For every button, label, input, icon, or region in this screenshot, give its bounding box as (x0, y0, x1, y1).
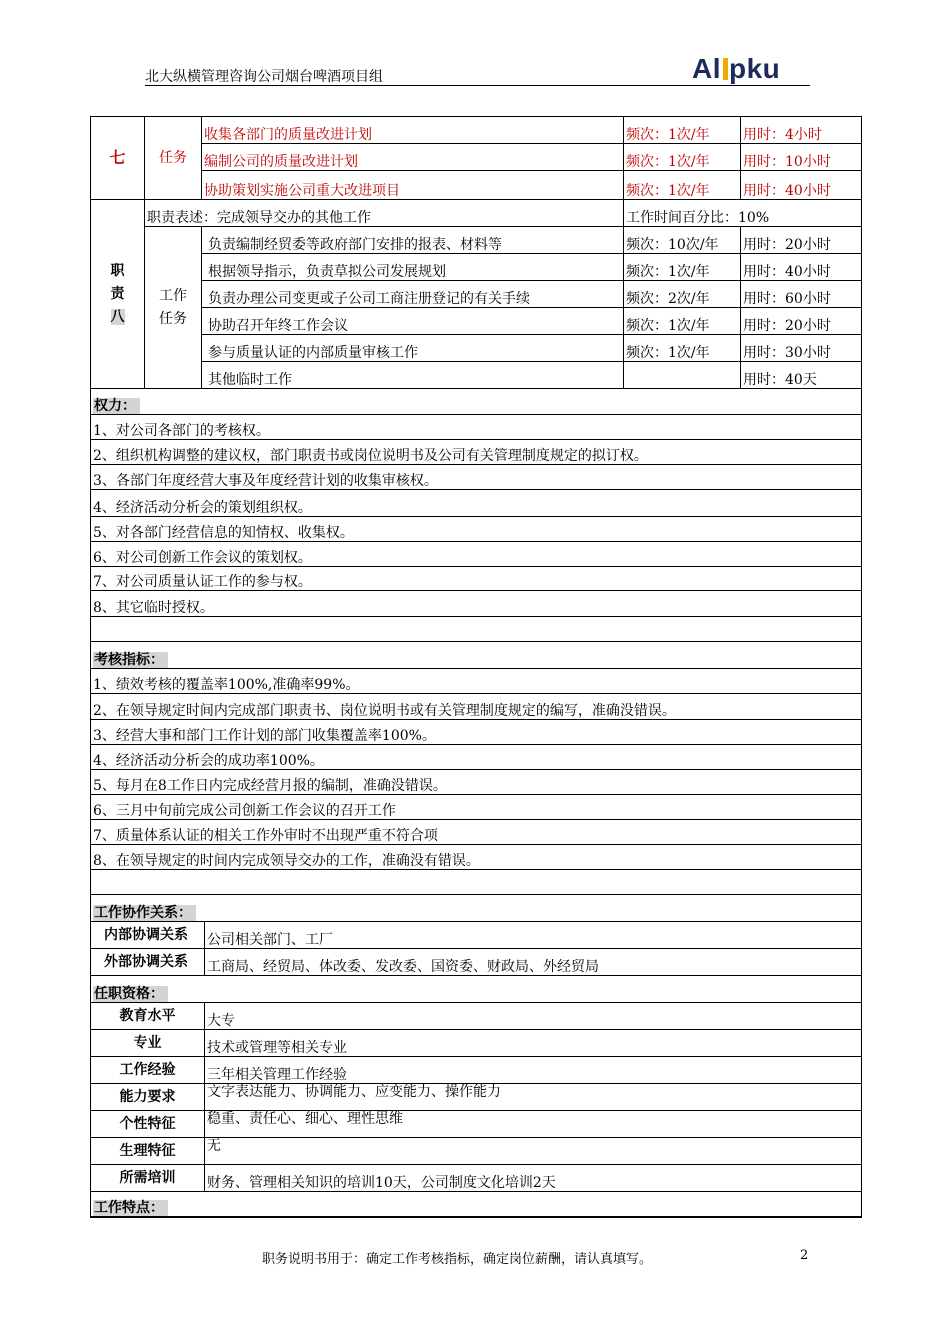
duty8-row (91, 335, 862, 362)
power-item-row (91, 415, 862, 440)
power-item: 5、对各部门经营信息的知情权、收集权。 (91, 517, 862, 542)
kpi-item-row (91, 745, 862, 770)
duty7-task: 编制公司的质量改进计划 (202, 144, 624, 171)
duty8-number-char: 职 (110, 262, 125, 279)
duty8-freq: 频次：10次/年 (624, 227, 741, 254)
qualification-value: 财务、管理相关知识的培训10天，公司制度文化培训2天 (205, 1165, 862, 1192)
qualification-label: 生理特征 (91, 1138, 205, 1165)
duty7-freq: 频次：1次/年 (624, 171, 741, 200)
power-item-row (91, 591, 862, 617)
qualification-label: 工作经验 (91, 1057, 205, 1084)
powers-title: 权力： (91, 389, 862, 415)
power-item: 2、组织机构调整的建议权，部门职责书或岗位说明书及公司有关管理制度规定的拟订权。 (91, 440, 862, 465)
qualification-row (91, 1165, 862, 1192)
blank-row (91, 870, 862, 895)
power-item: 8、其它临时授权。 (91, 591, 862, 617)
qualification-label: 专业 (91, 1030, 205, 1057)
relations-title: 工作协作关系： (91, 895, 862, 922)
features-header-row (91, 1192, 862, 1217)
duty8-time: 用时：20小时 (741, 227, 862, 254)
logo-accent-bar (723, 58, 728, 80)
duty8-time: 用时：40小时 (741, 254, 862, 281)
power-item-row (91, 517, 862, 542)
duty8-task: 参与质量认证的内部质量审核工作 (202, 335, 624, 362)
duty8-label: 工作 任务 (145, 227, 202, 389)
document-header-title: 北大纵横管理咨询公司烟台啤酒项目组 (145, 69, 383, 85)
logo-text-right: pku (729, 53, 781, 84)
qualification-label: 教育水平 (91, 1003, 205, 1030)
qualifications-title: 任职资格： (91, 976, 862, 1003)
duty8-time: 用时：60小时 (741, 281, 862, 308)
duty8-description: 职责表述：完成领导交办的其他工作 (145, 200, 624, 227)
duty8-row (91, 362, 862, 389)
qualification-row (91, 1057, 862, 1084)
duty8-number-char: 责 (110, 285, 125, 302)
kpi-item-row (91, 694, 862, 720)
qualification-row (91, 1111, 862, 1138)
kpi-item: 3、经营大事和部门工作计划的部门收集覆盖率100%。 (91, 720, 862, 745)
duty7-number: 七 (91, 117, 145, 200)
powers-header-row (91, 389, 862, 415)
features-title: 工作特点： (91, 1192, 862, 1217)
qualification-value: 稳重、责任心、细心、理性思维 (205, 1111, 862, 1138)
duty8-row (91, 281, 862, 308)
power-item-row (91, 490, 862, 517)
duty8-freq (624, 362, 741, 389)
power-item: 7、对公司质量认证工作的参与权。 (91, 567, 862, 591)
qualification-value: 无 (205, 1138, 862, 1165)
duty8-task: 负责编制经贸委等政府部门安排的报表、材料等 (202, 227, 624, 254)
qualification-label: 所需培训 (91, 1165, 205, 1192)
kpi-header-row (91, 642, 862, 669)
qualification-label: 个性特征 (91, 1111, 205, 1138)
duty8-time: 用时：20小时 (741, 308, 862, 335)
qualification-label: 能力要求 (91, 1084, 205, 1111)
duty8-time: 用时：40天 (741, 362, 862, 389)
duty8-row (91, 254, 862, 281)
qualification-value: 技术或管理等相关专业 (205, 1030, 862, 1057)
kpi-item-row (91, 820, 862, 845)
qualification-value: 三年相关管理工作经验 (205, 1057, 862, 1084)
duty8-task: 负责办理公司变更或子公司工商注册登记的有关手续 (202, 281, 624, 308)
power-item-row (91, 440, 862, 465)
duty7-row (91, 144, 862, 171)
qualification-row (91, 1030, 862, 1057)
duty8-number-char: 八 (110, 308, 125, 325)
duty8-description-row (91, 200, 862, 227)
power-item: 6、对公司创新工作会议的策划权。 (91, 542, 862, 567)
kpi-title: 考核指标： (91, 642, 862, 669)
relation-value: 工商局、经贸局、体改委、发改委、国资委、财政局、外经贸局 (205, 949, 862, 976)
duty7-time: 用时：4小时 (741, 117, 862, 144)
qualification-row (91, 1084, 862, 1111)
qualification-value: 文字表达能力、协调能力、应变能力、操作能力 (205, 1084, 862, 1111)
relation-label: 内部协调关系 (91, 922, 205, 949)
duty8-row (91, 227, 862, 254)
logo-text-left: Al (692, 53, 721, 84)
kpi-item-row (91, 720, 862, 745)
duty8-row (91, 308, 862, 335)
duty7-freq: 频次：1次/年 (624, 144, 741, 171)
relations-header-row (91, 895, 862, 922)
duty7-label: 任务 (145, 117, 202, 200)
page-number: 2 (800, 1248, 809, 1263)
power-item: 4、经济活动分析会的策划组织权。 (91, 490, 862, 517)
duty8-task: 其他临时工作 (202, 362, 624, 389)
duty8-task: 根据领导指示，负责草拟公司发展规划 (202, 254, 624, 281)
qualifications-header-row (91, 976, 862, 1003)
kpi-item: 7、质量体系认证的相关工作外审时不出现严重不符合项 (91, 820, 862, 845)
duty7-time: 用时：10小时 (741, 144, 862, 171)
duty7-time: 用时：40小时 (741, 171, 862, 200)
company-logo (692, 52, 812, 86)
power-item-row (91, 542, 862, 567)
duty8-time-percent: 工作时间百分比：10% (624, 200, 862, 227)
duty8-freq: 频次：1次/年 (624, 308, 741, 335)
qualification-row (91, 1003, 862, 1030)
kpi-item: 2、在领导规定时间内完成部门职责书、岗位说明书或有关管理制度规定的编写，准确没错误。 (91, 694, 862, 720)
duty7-row (91, 171, 862, 200)
power-item-row (91, 567, 862, 591)
duty7-freq: 频次：1次/年 (624, 117, 741, 144)
duty8-time: 用时：30小时 (741, 335, 862, 362)
power-item-row (91, 465, 862, 490)
kpi-item: 6、三月中旬前完成公司创新工作会议的召开工作 (91, 795, 862, 820)
duty8-freq: 频次：1次/年 (624, 335, 741, 362)
duty7-row (91, 117, 862, 144)
header-rule (145, 85, 810, 86)
qualification-row (91, 1138, 862, 1165)
footer-note: 职务说明书用于：确定工作考核指标，确定岗位薪酬，请认真填写。 (262, 1252, 653, 1267)
duty8-freq: 频次：1次/年 (624, 254, 741, 281)
kpi-item-row (91, 770, 862, 795)
job-description-table (90, 116, 862, 1218)
kpi-item: 1、绩效考核的覆盖率100%,准确率99%。 (91, 669, 862, 694)
power-item: 3、各部门年度经营大事及年度经营计划的收集审核权。 (91, 465, 862, 490)
kpi-item-row (91, 845, 862, 870)
duty7-task: 收集各部门的质量改进计划 (202, 117, 624, 144)
blank-row (91, 617, 862, 642)
kpi-item: 8、在领导规定的时间内完成领导交办的工作，准确没有错误。 (91, 845, 862, 870)
kpi-item: 4、经济活动分析会的成功率100%。 (91, 745, 862, 770)
duty8-number (91, 200, 145, 389)
power-item: 1、对公司各部门的考核权。 (91, 415, 862, 440)
duty7-task: 协助策划实施公司重大改进项目 (202, 171, 624, 200)
duty8-task: 协助召开年终工作会议 (202, 308, 624, 335)
kpi-item: 5、每月在8工作日内完成经营月报的编制，准确没错误。 (91, 770, 862, 795)
kpi-item-row (91, 669, 862, 694)
duty8-freq: 频次：2次/年 (624, 281, 741, 308)
relation-row (91, 949, 862, 976)
relation-value: 公司相关部门、工厂 (205, 922, 862, 949)
qualification-value: 大专 (205, 1003, 862, 1030)
relation-label: 外部协调关系 (91, 949, 205, 976)
kpi-item-row (91, 795, 862, 820)
relation-row (91, 922, 862, 949)
